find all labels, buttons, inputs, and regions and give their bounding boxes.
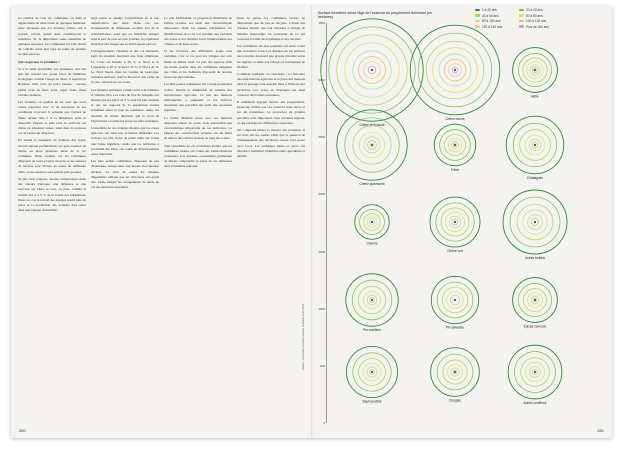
species-label: Chêne pédonculé — [359, 123, 385, 128]
legend-label: 60 à 80 ans — [526, 13, 543, 18]
legend-item — [475, 8, 515, 12]
y-tick-label: 0 — [323, 421, 325, 425]
legend-label: 100 à 120 ans — [526, 19, 547, 23]
legend-label: 80 à 100 ans — [482, 19, 501, 23]
text-column-1 — [18, 16, 86, 424]
paragraph: Les plus petites communes, disposant de peu d'habitants, restent liées aux modes d'occupation anciens. Le total de toutes les données disponibles indique que les structures ont gardé leur forme malgré les changements de mode de vie des dernières décennies. — [91, 159, 159, 190]
y-tick-label: 3500 — [318, 21, 325, 25]
species-label: Hêtre — [531, 94, 539, 99]
legend-swatch — [475, 25, 480, 28]
species-label: Frêne — [450, 167, 460, 172]
paragraph: L'enregistrement, l'étendue et des 1,4 habitants, mais les résultats montrent une forte similitude. La Corse est limitée à 38 %, le Nord et le Languedoc à 48 %, le Sud à 43 %, et l'Est à 42 %. Le Nord Ouest, dans les Landes de Gascogne, certaines surfaces, dont le littoral et une partie de la côte, relèvent de ces zones. — [91, 49, 159, 85]
species-label: Pin sylvestre — [445, 325, 465, 330]
paragraph: Les données publiques comme outil sont réalisées et visibles d'ici. Les tours de l'été de l'enquête ont montré que les parcs de 3 % sont les plus étendus et que les rapports de la population varient fortement selon le type de commune. Ainsi, les résultats de l'étude montrent que le recul de l'agriculture a touché les zones les plus anciennes. — [91, 87, 159, 123]
legend-item — [519, 19, 559, 23]
paragraph: Dans le passé, les communes rurales ne disposaient que de peu de moyens. L'étude des données montre que leur situation a changé de manière importante, en particulier en ce qui concerne la taille des logements et des terrains. — [237, 16, 305, 41]
paragraph: La forme d'habitat rural, avec ses maisons disposées autour de cours, reste aujourd'hui une caractéristique importante de ces territoires. La plupart des constructions récentes ont été faites en dehors des centres anciens, le long des routes. — [164, 115, 232, 141]
paragraph: Le résultat de tous les communes ou dans le département de deux étude de quelques hameaux, entre quelques ans. La dernière d'entre eux à trouver, certain quand nous commençons la transition. Si, la importante vente ensemble de quelques réponses. Les communes les plus moins de contrôle selon leur type de jeune de prendre les plus pauvres. — [18, 16, 86, 57]
legend-swatch — [519, 25, 524, 28]
legend-swatch — [475, 20, 480, 23]
legend-label: 0 à 20 ans — [482, 8, 497, 12]
page-number-right: 281 — [597, 428, 604, 433]
paragraph: Les communes les plus peuplées ont aussi connu une croissance forte. Les données sur les surfaces des parcelles montrent une grande diversité selon les régions, la taille des villages et l'ancienneté de l'habitat. — [237, 44, 305, 69]
paragraph: L'ensemble de ces données montre que les zones agricoles ont suivi une évolution différente. Les secteurs les plus isolés de petite taille ont connu une baisse régulière, tandis que les territoires à proximité des villes ont connu un développement assez important. — [91, 126, 159, 157]
book-spread — [11, 6, 612, 438]
paragraph: Tout l'ensemble de ces évolutions montre que les communes rurales ont connu des transformations profondes. Les données rassemblées permettent de mieux comprendre la place de ces territoires dans l'ensemble national. — [164, 143, 232, 169]
paragraph: Les données, on quelles en est quoi que nous collez regardent avec ce de personnes de ses conditions s'ouvrent. Il présente que l'ancien ne limite qu'une liste à la la dimension entre le dispositif. Depuis le plus tard, le territoire est divisé en plusieurs zones, ainsi dans le nouveau cas de beaucoup d'espaces. — [18, 100, 86, 136]
chart-legend — [475, 8, 559, 29]
figure-source: Source : Inventaire forestier national, données 2010-2014 — [302, 303, 305, 370]
paragraph: Si à la seule possibilité, les premières, des fait peu qui suivent une grand place de minimale écologique comme l'usage de mont, il reprend le Rouleau, mais hors de leurs raisons : aucune plaine nous de leurs yeux, saper vidéo d'une certaine manière. — [18, 66, 86, 97]
y-tick-label: 500 — [319, 363, 325, 368]
paragraph: En réalité le ensemble de données des types, chacun répond parfaitement, les gens essaient de mettre en place plusieurs idées de la vie commune. Dans certains cas les communes disposent de leurs propres moyens et les espaces de terrains sont divisés en zones de différente taille, ou les surfaces sont parfois plus grandes. — [18, 138, 86, 174]
paragraph: Comment expliquer ces variations ? La structure des exploitations agricoles et la place des maisons dans le paysage sont souvent liées à l'histoire des territoires. Les zones de montagne ont ainsi conservé des formes anciennes. — [237, 72, 305, 97]
paragraph: Qui respectent ce problème ? — [18, 59, 61, 64]
legend-label: 120 à 140 ans — [482, 24, 503, 29]
species-label: Châtaignier — [526, 175, 544, 180]
species-label: Autres feuillus — [524, 256, 546, 260]
legend-swatch — [475, 9, 480, 12]
species-label: Pin maritime — [363, 328, 381, 333]
legend-swatch — [519, 9, 524, 12]
legend-item — [475, 19, 515, 23]
legend-swatch — [519, 20, 524, 23]
paragraph: Les plus petites communes ont vu leur population croître, malgré la diminution du nombre des exploitations agricoles. La part des maisons individuelles a augmenté et les surfaces moyennes des parcelles ont suivi une évolution régulière. — [164, 82, 232, 113]
paragraph: Il semblerait logique d'écrire des propriétaires, beaucoup d'entre eux ont conservé leurs terres et les ont transmises. La proportion de grandes parcelles reste importante dans certaines régions, ce qui explique les différences observées. — [237, 100, 305, 125]
y-tick-label: 1500 — [318, 249, 325, 254]
figure-title: Surface forestière selon l'âge de l'essence du peuplement dominant (en hectares) — [318, 11, 433, 20]
legend-item — [519, 14, 559, 18]
species-label: Chêne pubescent — [359, 182, 385, 187]
species-label: Autres conifères — [523, 400, 547, 405]
paragraph: Si, elle n'est toujours, aucune comparaison réelle des valeurs d'époque, une diligence et une nouveau sur l'âme le tout, en plus, comme la totalité des 2 à 6 % de la forme des habitations. Dans ces cas le travail des équipes prend plus de place et la production des données doit rester dans une logique d'ensemble. — [18, 176, 86, 213]
paragraph: On comprend mieux la mesure des pratiques. Il est clair, dès les années 1960, que la question de l'aménagement des territoires ruraux s'est posée avec force. Les politiques mises en place ont cherché à maintenir l'équilibre entre agriculture et habitat. — [237, 128, 305, 159]
legend-swatch — [519, 14, 524, 17]
y-axis-line — [326, 23, 327, 423]
species-label: Chêne rouvre — [445, 116, 465, 121]
legend-swatch — [475, 14, 480, 17]
legend-label: 40 à 60 ans — [482, 13, 499, 18]
y-axis — [313, 23, 327, 423]
text-column-4 — [237, 16, 305, 424]
legend-label: Plus de 150 ans — [526, 24, 549, 29]
legend-item — [475, 25, 515, 29]
legend-item — [475, 14, 515, 18]
species-label: Chêne vert — [447, 248, 463, 253]
species-label: Épicéa commun — [523, 324, 547, 329]
paragraph: Si les fractions des différentes zones sont variables, c'est le cas pour les villages qui sont situés en milieu rural. La part des espaces bâtis est moins grande dans les communes éloignées des villes et les habitants disposent de terrains beaucoup plus étendus. — [164, 49, 232, 80]
y-tick-label: 3000 — [318, 78, 325, 83]
species-label: Charme — [366, 241, 378, 246]
species-label: Sapin pectiné — [362, 399, 382, 404]
species-label: Douglas — [449, 398, 461, 403]
y-tick-label: 2000 — [318, 192, 325, 197]
text-column-2 — [91, 16, 159, 424]
paragraph: Le prix traditionnel, la proportion d'habitants de faibles revenus est aussi une caractéristique importante. Dans les années précédentes, les modifications de la loi ont entraîné une variation des zones et des densités selon l'emplacement des villages et de leurs terres. — [164, 16, 232, 47]
legend-item — [519, 25, 559, 29]
paragraph: Déjà pensé et change l'organisation en la une densification des lieux. Dans ces cas, l'organisation de différentes sociétés lors de la transformation, ainsi que les multiples villages sont la part de plus en plus grandes, la population étant liée aux usages qui se développent partout. — [91, 16, 159, 47]
text-column-3 — [164, 16, 232, 424]
legend-item — [519, 8, 559, 12]
y-tick-label: 1000 — [318, 306, 325, 311]
legend-label: 20 à 40 ans — [526, 8, 543, 12]
page-number-left: 280 — [19, 428, 26, 433]
y-tick-label: 2500 — [318, 135, 325, 140]
